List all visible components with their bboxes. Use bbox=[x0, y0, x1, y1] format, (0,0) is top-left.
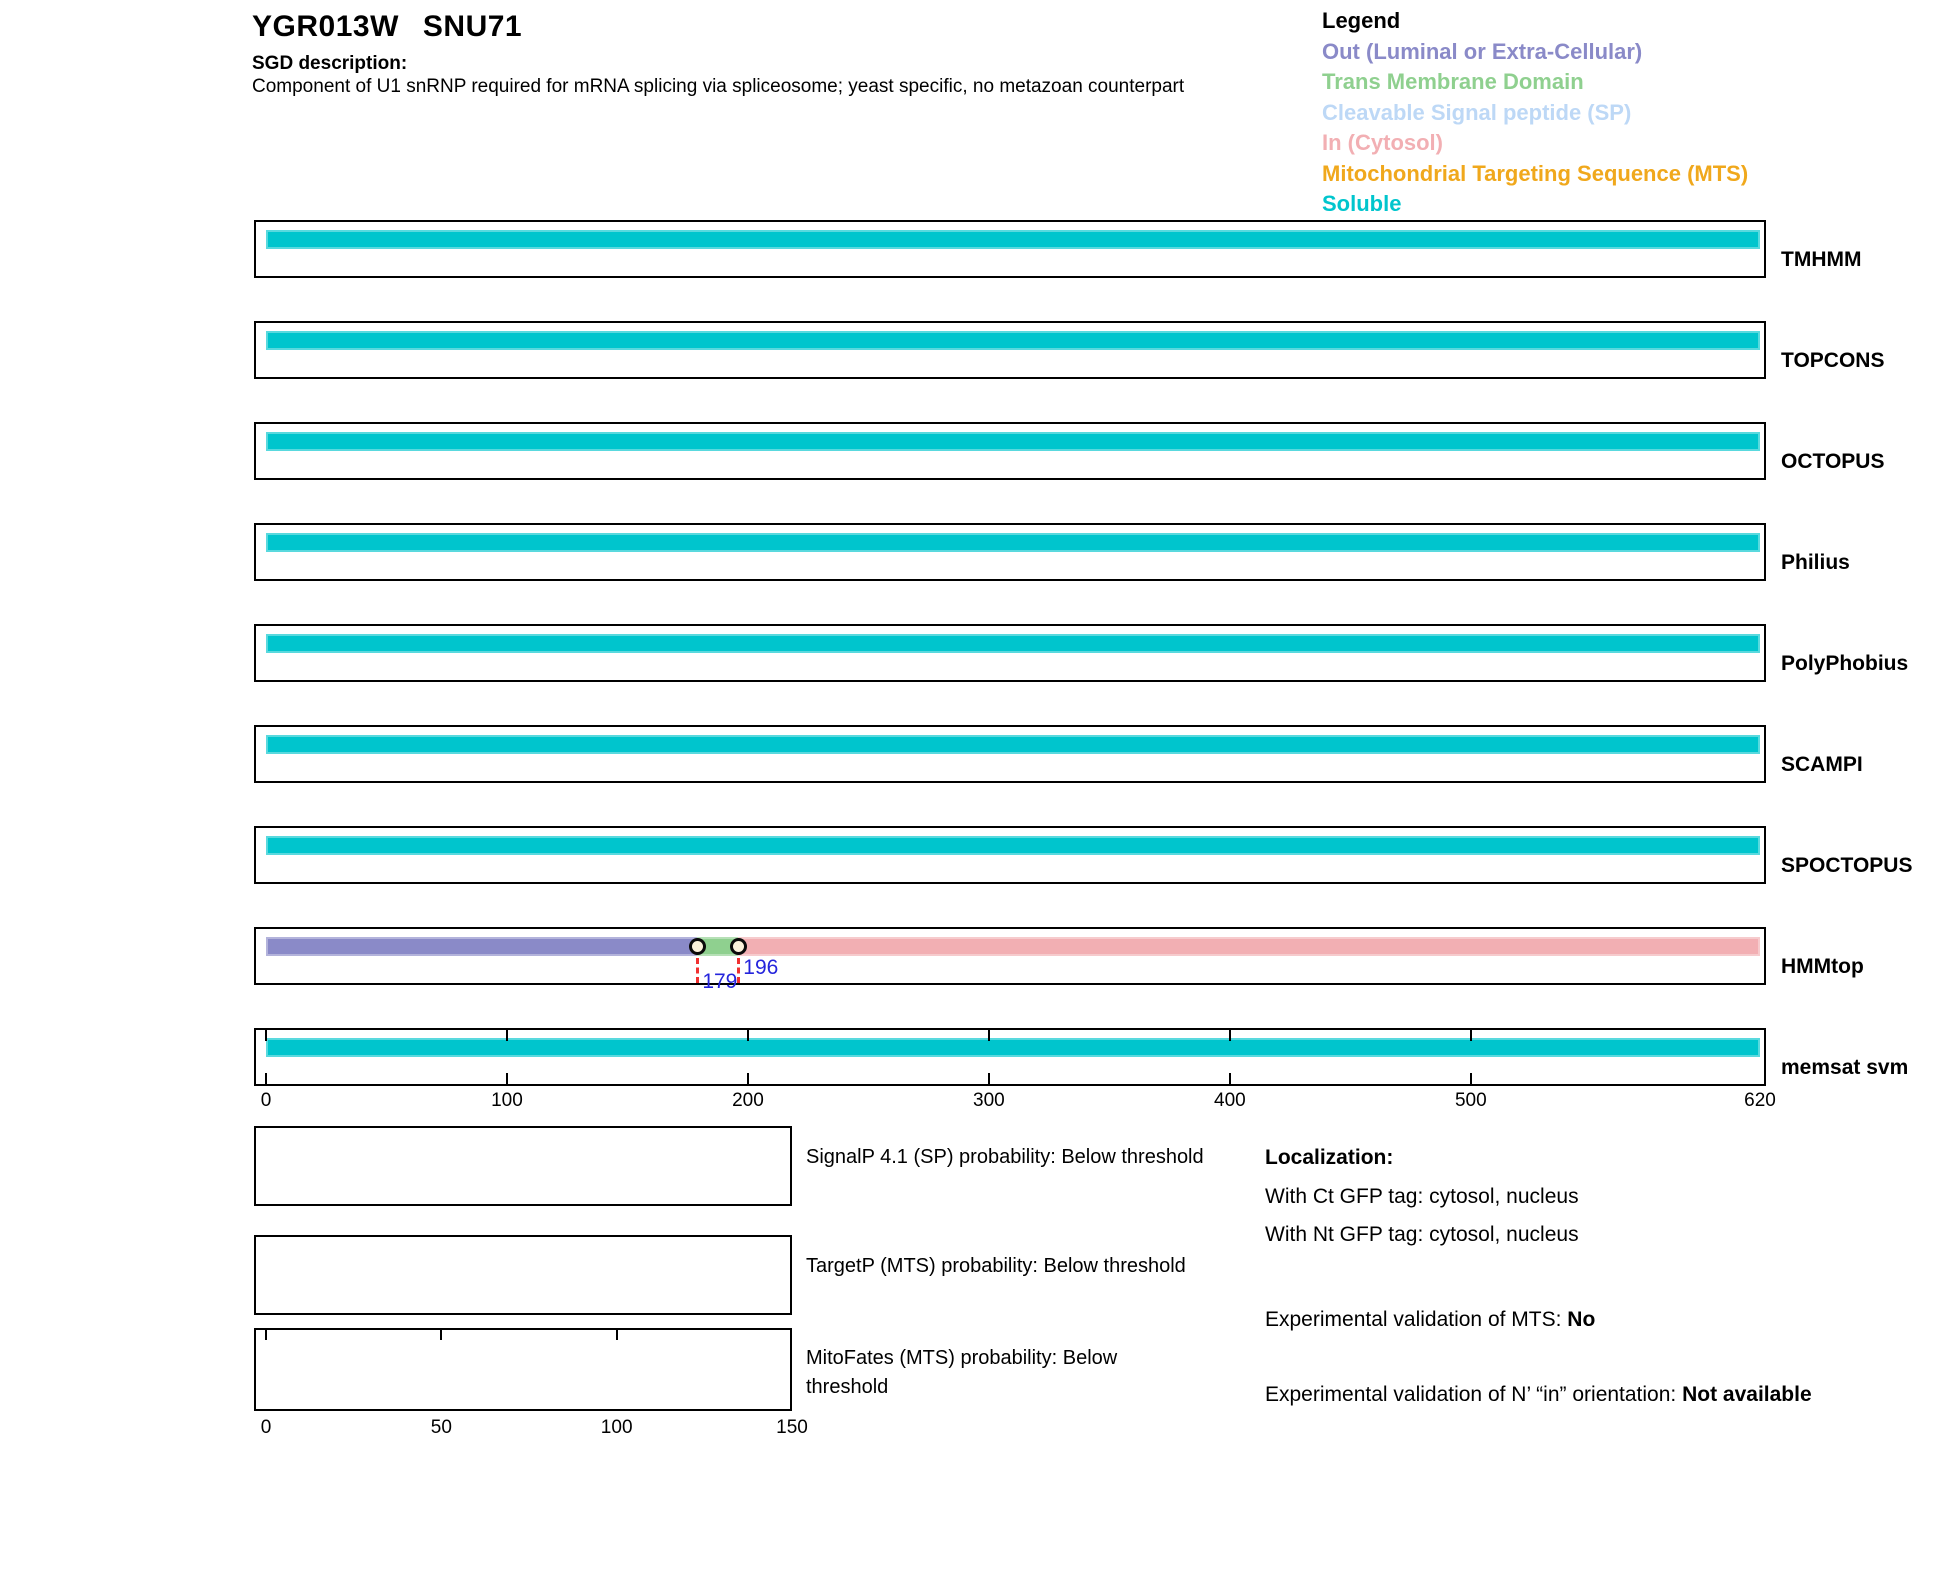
legend-title: Legend bbox=[1322, 8, 1401, 33]
localization-nt-gfp: With Nt GFP tag: cytosol, nucleus bbox=[1265, 1223, 1579, 1246]
mitofates-axis-tick-label: 0 bbox=[260, 1417, 272, 1438]
track-plot-box bbox=[254, 927, 1766, 985]
segment-soluble bbox=[266, 735, 1760, 754]
track-plot-box bbox=[254, 220, 1766, 278]
page-title bbox=[252, 10, 522, 44]
track-row-tmhmm bbox=[0, 220, 1950, 278]
ruler-tick-bottom bbox=[988, 1073, 990, 1084]
ruler-tick-top bbox=[747, 1030, 749, 1041]
track-row-philius bbox=[0, 523, 1950, 581]
mitofates-axis-tick-label: 100 bbox=[600, 1417, 633, 1438]
mitofates-axis-tick-label: 150 bbox=[776, 1417, 808, 1438]
legend-item-out: Out (Luminal or Extra-Cellular) bbox=[1322, 38, 1643, 64]
x-axis-tick-label: 400 bbox=[1214, 1090, 1246, 1111]
sgd-description-text: Component of U1 snRNP required for mRNA splicing via spliceosome; yeast specific, no metazoan counterpart bbox=[252, 76, 1185, 97]
mitofates-axis-tick-label: 50 bbox=[430, 1417, 452, 1438]
track-plot-box bbox=[254, 1028, 1766, 1086]
x-axis-tick-label: 500 bbox=[1454, 1090, 1487, 1111]
track-row-polyphobius bbox=[0, 624, 1950, 682]
ruler-tick-top bbox=[1229, 1030, 1231, 1041]
track-label-memsat-svm: memsat svm bbox=[1781, 1056, 1909, 1079]
track-plot-box bbox=[254, 624, 1766, 682]
track-plot-box bbox=[254, 422, 1766, 480]
track-row-hmmtop bbox=[0, 927, 1950, 993]
mitofates-plot-box bbox=[254, 1328, 792, 1411]
orientation-validation-value: Not available bbox=[1682, 1383, 1812, 1406]
legend-item-in: In (Cytosol) bbox=[1322, 130, 1443, 155]
boundary-marker-icon bbox=[730, 938, 747, 955]
legend-item-tm: Trans Membrane Domain bbox=[1322, 69, 1584, 94]
ruler-tick-bottom bbox=[1470, 1073, 1472, 1084]
track-plot-box bbox=[254, 523, 1766, 581]
boundary-marker-icon bbox=[689, 938, 706, 955]
ruler-tick-bottom bbox=[506, 1073, 508, 1084]
segment-soluble bbox=[266, 230, 1760, 249]
legend-item-mts: Mitochondrial Targeting Sequence (MTS) bbox=[1322, 160, 1749, 186]
track-row-memsat-svm bbox=[0, 1028, 1950, 1111]
segment-soluble bbox=[266, 634, 1760, 653]
track-label-philius: Philius bbox=[1781, 551, 1850, 574]
segment-soluble bbox=[266, 836, 1760, 855]
mitofates-tick bbox=[265, 1330, 267, 1340]
segment-out bbox=[266, 937, 697, 956]
x-axis-tick-label: 300 bbox=[973, 1090, 1005, 1111]
segment-soluble bbox=[266, 331, 1760, 350]
orientation-validation bbox=[1265, 1377, 1825, 1413]
targetp-caption: TargetP (MTS) probability: Below threshold bbox=[806, 1255, 1186, 1277]
ruler-tick-bottom bbox=[1229, 1073, 1231, 1084]
ruler-tick-bottom bbox=[747, 1073, 749, 1084]
track-row-octopus bbox=[0, 422, 1950, 480]
track-label-topcons: TOPCONS bbox=[1781, 349, 1885, 372]
ruler-tick-top bbox=[1470, 1030, 1472, 1041]
ruler-tick-top bbox=[265, 1030, 267, 1041]
x-axis-tick-label: 200 bbox=[732, 1090, 764, 1111]
legend-item-soluble: Soluble bbox=[1322, 191, 1402, 216]
signalp-plot-box bbox=[254, 1126, 792, 1206]
track-plot-box bbox=[254, 321, 1766, 379]
orientation-validation-label: Experimental validation of N’ “in” orientation: bbox=[1265, 1383, 1683, 1406]
mts-validation-value: No bbox=[1567, 1308, 1596, 1331]
track-plot-box bbox=[254, 725, 1766, 783]
legend-item-sp: Cleavable Signal peptide (SP) bbox=[1322, 99, 1632, 125]
track-label-tmhmm: TMHMM bbox=[1781, 248, 1862, 271]
x-axis-tick-label: 100 bbox=[491, 1090, 523, 1111]
segment-soluble bbox=[266, 432, 1760, 451]
track-label-spoctopus: SPOCTOPUS bbox=[1781, 854, 1913, 877]
x-axis-tick-label: 0 bbox=[260, 1090, 272, 1111]
mitofates-tick bbox=[616, 1330, 618, 1340]
boundary-position-label: 196 bbox=[743, 956, 779, 979]
legend-items bbox=[1322, 37, 1748, 220]
mts-validation-label: Experimental validation of MTS: bbox=[1265, 1308, 1568, 1331]
mts-validation bbox=[1265, 1308, 1595, 1332]
segment-in bbox=[738, 937, 1760, 956]
legend bbox=[1322, 6, 1748, 220]
localization-ct-gfp: With Ct GFP tag: cytosol, nucleus bbox=[1265, 1185, 1579, 1208]
track-row-scampi bbox=[0, 725, 1950, 783]
mitofates-caption: MitoFates (MTS) probability: Below threshold bbox=[806, 1347, 1118, 1398]
track-label-scampi: SCAMPI bbox=[1781, 753, 1863, 776]
signalp-caption: SignalP 4.1 (SP) probability: Below threshold bbox=[806, 1146, 1204, 1168]
mitofates-tick bbox=[440, 1330, 442, 1340]
x-axis-tick-label: 620 bbox=[1744, 1090, 1776, 1111]
sgd-description-label: SGD description: bbox=[252, 53, 408, 74]
track-plot-box bbox=[254, 826, 1766, 884]
ruler-tick-top bbox=[988, 1030, 990, 1041]
track-label-polyphobius: PolyPhobius bbox=[1781, 652, 1909, 675]
track-row-topcons bbox=[0, 321, 1950, 379]
localization-title: Localization: bbox=[1265, 1146, 1394, 1169]
segment-soluble bbox=[266, 1038, 1760, 1057]
ruler-tick-top bbox=[506, 1030, 508, 1041]
track-label-octopus: OCTOPUS bbox=[1781, 450, 1885, 473]
ruler-tick-bottom bbox=[265, 1073, 267, 1084]
gene-systematic-name: YGR013W bbox=[252, 10, 399, 43]
boundary-position-label: 179 bbox=[702, 970, 738, 993]
track-label-hmmtop: HMMtop bbox=[1781, 955, 1864, 978]
track-row-spoctopus bbox=[0, 826, 1950, 884]
segment-soluble bbox=[266, 533, 1760, 552]
targetp-plot-box bbox=[254, 1235, 792, 1315]
gene-standard-name: SNU71 bbox=[422, 10, 523, 43]
